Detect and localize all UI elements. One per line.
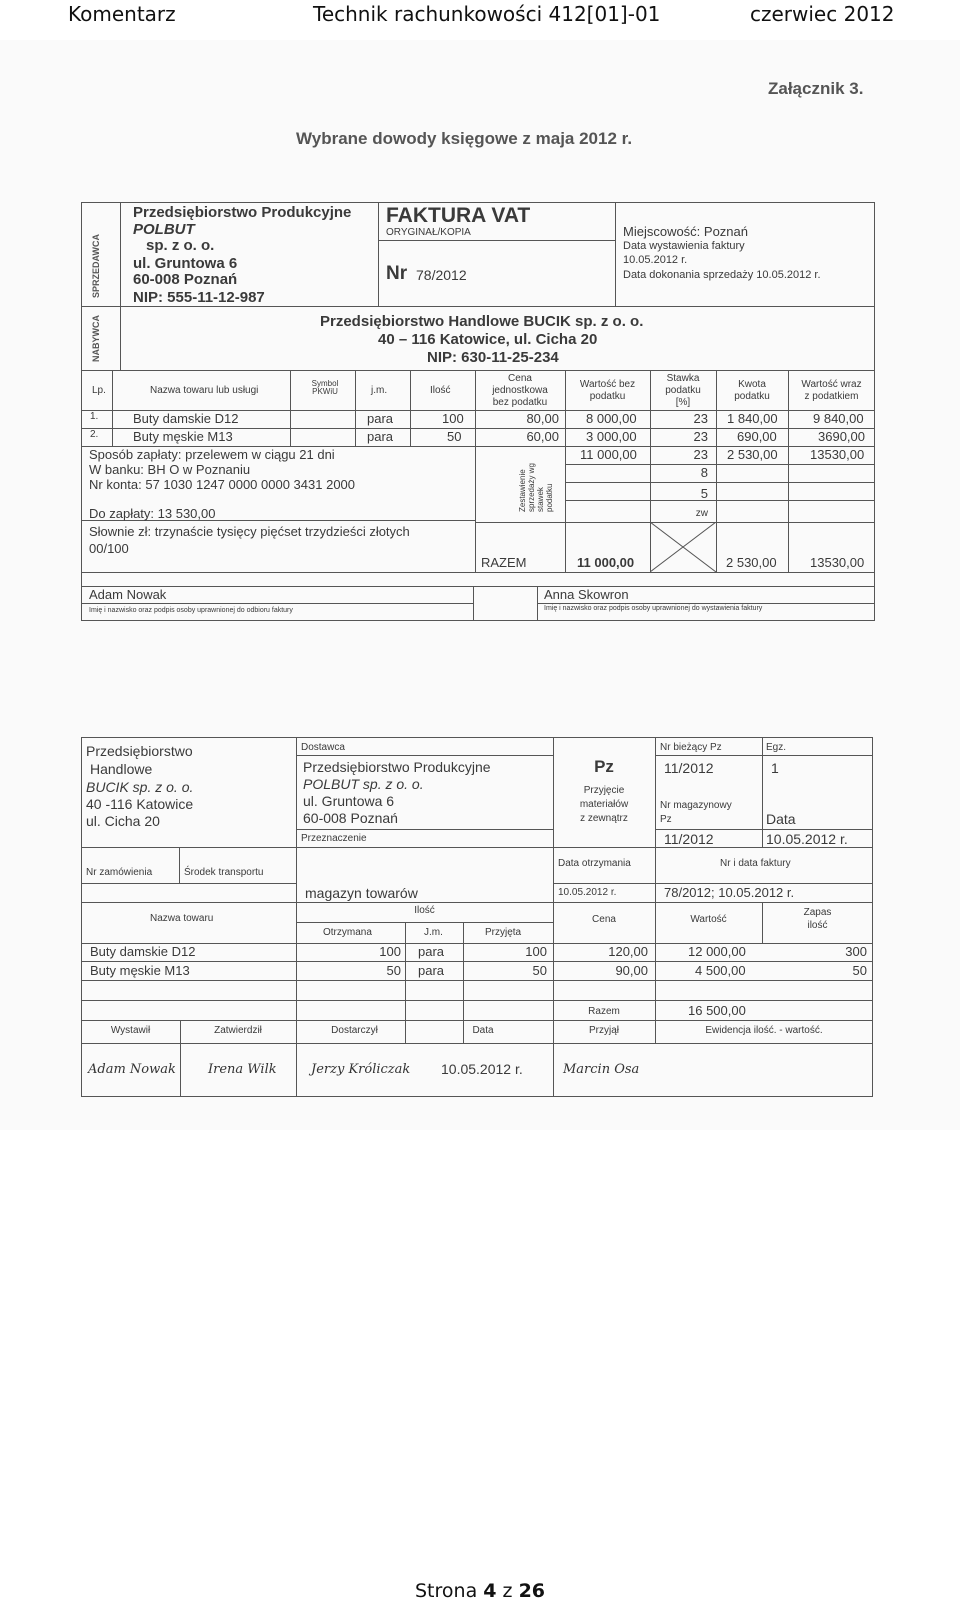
table-row-lp: 2. [90,429,99,440]
supplier-line: 60-008 Poznań [303,810,398,826]
col-header-vat: Kwota [738,379,766,390]
col-header-price: bez podatku [492,397,548,408]
pz-company-line: 40 -116 Katowice [86,796,194,812]
issuer-name: Anna Skowron [544,587,629,602]
transport-label: Środek transportu [184,867,264,878]
warehouse-nr: 11/2012 [664,831,714,847]
pz-total-label: Razem [588,1006,620,1017]
total-net: 11 000,00 [577,555,635,570]
col-header-vat: podatku [734,391,770,402]
footer-middle: z [502,1580,513,1602]
account-number: Nr konta: 57 1030 1247 0000 0000 3431 2000 [89,477,356,492]
col-header-gross: z podatkiem [804,391,859,402]
table-row-rate: 23 [693,411,708,426]
amount-in-words: Słownie zł: trzynaście tysięcy pięćset trzydzieści złotych [89,524,410,539]
table-row-jm: para [367,411,394,426]
pz-row-received: 50 [386,963,401,978]
pz-col-value: Wartość [690,914,727,925]
warehouse-nr-label: Pz [660,814,672,825]
order-label: Nr zamówienia [86,867,153,878]
col-header-price: Cena [508,373,532,384]
destination: magazyn towarów [305,885,418,901]
pz-row-jm: para [418,944,445,959]
invoice-ref: 78/2012; 10.05.2012 r. [664,885,795,900]
seller-line: sp. z o. o. [146,237,215,254]
col-header-price: jednostkowa [492,385,548,396]
cross-mark-icon [650,522,716,572]
pz-col-jm: J.m. [424,927,443,938]
summary-net: 11 000,00 [580,447,637,462]
footer-page: 4 [483,1580,497,1602]
sign-label: Przyjął [588,1025,619,1036]
footer-total: 26 [518,1580,546,1602]
signature-date: 10.05.2012 r. [441,1061,523,1077]
col-header-rate: podatku [665,385,701,396]
table-row-price: 80,00 [526,411,559,426]
attachment-label: Załącznik 3. [768,79,864,98]
supplier-label: Dostawca [301,742,345,753]
date-label: Data [766,811,796,827]
seller-line: NIP: 555-11-12-987 [133,289,265,306]
copy-number: 1 [771,760,779,776]
summary-label-line: podatku [545,483,554,512]
table-row-price: 60,00 [526,429,559,444]
pz-company-line: BUCIK sp. z o. o. [86,779,194,795]
table-row-gross: 9 840,00 [813,411,864,426]
payment-method: Sposób zapłaty: przelewem w ciągu 21 dni [89,447,335,462]
pz-row-price: 90,00 [615,963,648,978]
table-row-qty: 50 [447,429,462,444]
signature: Irena Wilk [208,1062,277,1077]
pz-row-accepted: 100 [525,944,547,959]
summary-label-line: sprzedaży wg [527,463,536,512]
summary-label-line: Zestawienie [518,469,527,512]
table-row-name: Buty damskie D12 [133,411,239,426]
col-header-gross: Wartość wraz [801,379,862,390]
summary-rate: 23 [693,447,708,462]
table-row-name: Buty męskie M13 [133,429,233,444]
buyer-line: NIP: 630-11-25-234 [427,349,559,366]
received-date: 10.05.2012 r. [558,887,617,898]
summary-rate: 5 [700,486,708,501]
pz-row-value: 4 500,00 [695,963,746,978]
total-vat: 2 530,00 [726,555,777,570]
table-row-vat: 690,00 [737,429,777,444]
table-row-lp: 1. [90,411,99,422]
seller-line: 60-008 Poznań [133,271,238,288]
col-header-net: Wartość bez [579,379,636,390]
summary-vat: 2 530,00 [727,447,778,462]
supplier-line: POLBUT sp. z o. o. [303,776,424,792]
pz-row-stock: 300 [845,944,867,959]
invoice-title: FAKTURA VAT [386,204,531,227]
seller-side-label: SPRZEDAWCA [91,233,101,298]
pz-row-name: Buty damskie D12 [90,944,196,959]
pz-title-sub: materiałów [579,799,629,810]
seller-line: ul. Gruntowa 6 [133,255,238,272]
amount-to-pay: Do zapłaty: 13 530,00 [89,506,216,521]
buyer-line: 40 – 116 Katowice, ul. Cicha 20 [378,331,598,348]
pz-row-jm: para [418,963,445,978]
bank-name: W banku: BH O w Poznaniu [89,462,251,477]
issue-date: 10.05.2012 r. [623,254,688,266]
col-header-rate: Stawka [666,373,700,384]
sign-label: Ewidencja ilość. - wartość. [705,1025,823,1036]
pz-title-sub: z zewnątrz [580,813,628,824]
table-row-jm: para [367,429,394,444]
pz-col-received: Otrzymana [323,927,372,938]
pz-row-stock: 50 [852,963,867,978]
pz-row-value: 12 000,00 [688,944,746,959]
issuer-caption: Imię i nazwisko oraz podpis osoby uprawnionej do wystawienia faktury [544,605,763,612]
signature: Jerzy Króliczak [311,1062,411,1077]
invoice-subtitle: ORYGINAŁ/KOPIA [386,227,471,238]
summary-label [518,463,554,512]
col-header-lp: Lp. [92,385,106,396]
pz-title: Pz [594,757,614,776]
buyer-side-label: NABYWCA [91,315,101,362]
pz-company-line: ul. Cicha 20 [86,813,160,829]
pz-company-line: Handlowe [90,761,153,777]
col-header-net: podatku [589,391,626,402]
header-center: Technik rachunkowości 412[01]-01 [313,2,661,26]
pz-row-price: 120,00 [608,944,648,959]
pz-row-accepted: 50 [532,963,547,978]
document-heading: Wybrane dowody księgowe z maja 2012 r. [296,129,633,148]
pz-row-name: Buty męskie M13 [90,963,190,978]
receiver-caption: Imię i nazwisko oraz podpis osoby uprawnionej do odbioru faktury [89,607,293,614]
col-header-qty: Ilość [430,385,451,396]
received-date-label: Data otrzymania [558,858,631,869]
supplier-line: Przedsiębiorstwo Produkcyjne [303,759,491,775]
amount-in-words-cents: 00/100 [89,541,129,556]
invoice-ref-label: Nr i data faktury [720,858,791,869]
pz-company-line: Przedsiębiorstwo [86,743,193,759]
signature: Adam Nowak [88,1062,176,1077]
sign-label: Wystawił [110,1025,151,1036]
copy-label: Egz. [766,742,787,753]
pz-col-stock: ilość [807,920,828,931]
table-row-gross: 3690,00 [818,429,865,444]
seller-line: POLBUT [133,221,195,238]
receiver-name: Adam Nowak [89,587,167,602]
invoice-nr-label: Nr [386,263,408,284]
col-header-name: Nazwa towaru lub usługi [150,385,259,396]
sale-date: Data dokonania sprzedaży 10.05.2012 r. [623,269,821,281]
pz-col-name: Nazwa towaru [150,913,214,924]
summary-rate: 8 [700,465,708,480]
invoice-place: Miejscowość: Poznań [623,224,748,239]
warehouse-nr-label: Nr magazynowy [660,800,732,811]
sign-label: Dostarczył [331,1025,378,1036]
pz-row-received: 100 [379,944,401,959]
pz-col-stock: Zapas [803,907,832,918]
page-footer [415,1580,545,1602]
signature: Marcin Osa [563,1062,640,1077]
pz-title-sub: Przyjęcie [583,785,625,796]
table-row-qty: 100 [442,411,464,426]
pz-date: 10.05.2012 r. [766,831,848,847]
summary-gross: 13530,00 [810,447,865,462]
table-row-rate: 23 [693,429,708,444]
supplier-line: ul. Gruntowa 6 [303,793,395,809]
col-header-pkwiu: Symbol PKWiU [311,379,339,396]
pz-col-qty: Ilość [414,905,435,916]
pz-col-price: Cena [592,914,616,925]
col-header-rate: [%] [675,397,691,408]
seller-line: Przedsiębiorstwo Produkcyjne [133,204,352,221]
table-row-net: 8 000,00 [586,411,637,426]
total-gross: 13530,00 [810,555,865,570]
summary-label-line: stawek [536,487,545,512]
footer-prefix: Strona [415,1580,478,1602]
total-label: RAZEM [481,555,527,570]
destination-label: Przeznaczenie [301,833,367,844]
current-nr-label: Nr bieżący Pz [660,742,722,753]
table-row-vat: 1 840,00 [727,411,778,426]
summary-rate: zw [695,508,708,519]
current-nr: 11/2012 [664,760,714,776]
buyer-line: Przedsiębiorstwo Handlowe BUCIK sp. z o. o. [320,313,644,330]
pz-total: 16 500,00 [688,1003,746,1018]
table-row-net: 3 000,00 [586,429,637,444]
col-header-jm: j.m. [371,385,388,396]
sign-label: Data [472,1025,494,1036]
pz-col-accepted: Przyjęta [485,927,522,938]
sign-label: Zatwierdził [214,1025,262,1036]
header-left: Komentarz [68,2,176,26]
invoice-nr: 78/2012 [416,267,467,283]
header-right: czerwiec 2012 [750,2,895,26]
issue-date-label: Data wystawienia faktury [623,240,745,252]
